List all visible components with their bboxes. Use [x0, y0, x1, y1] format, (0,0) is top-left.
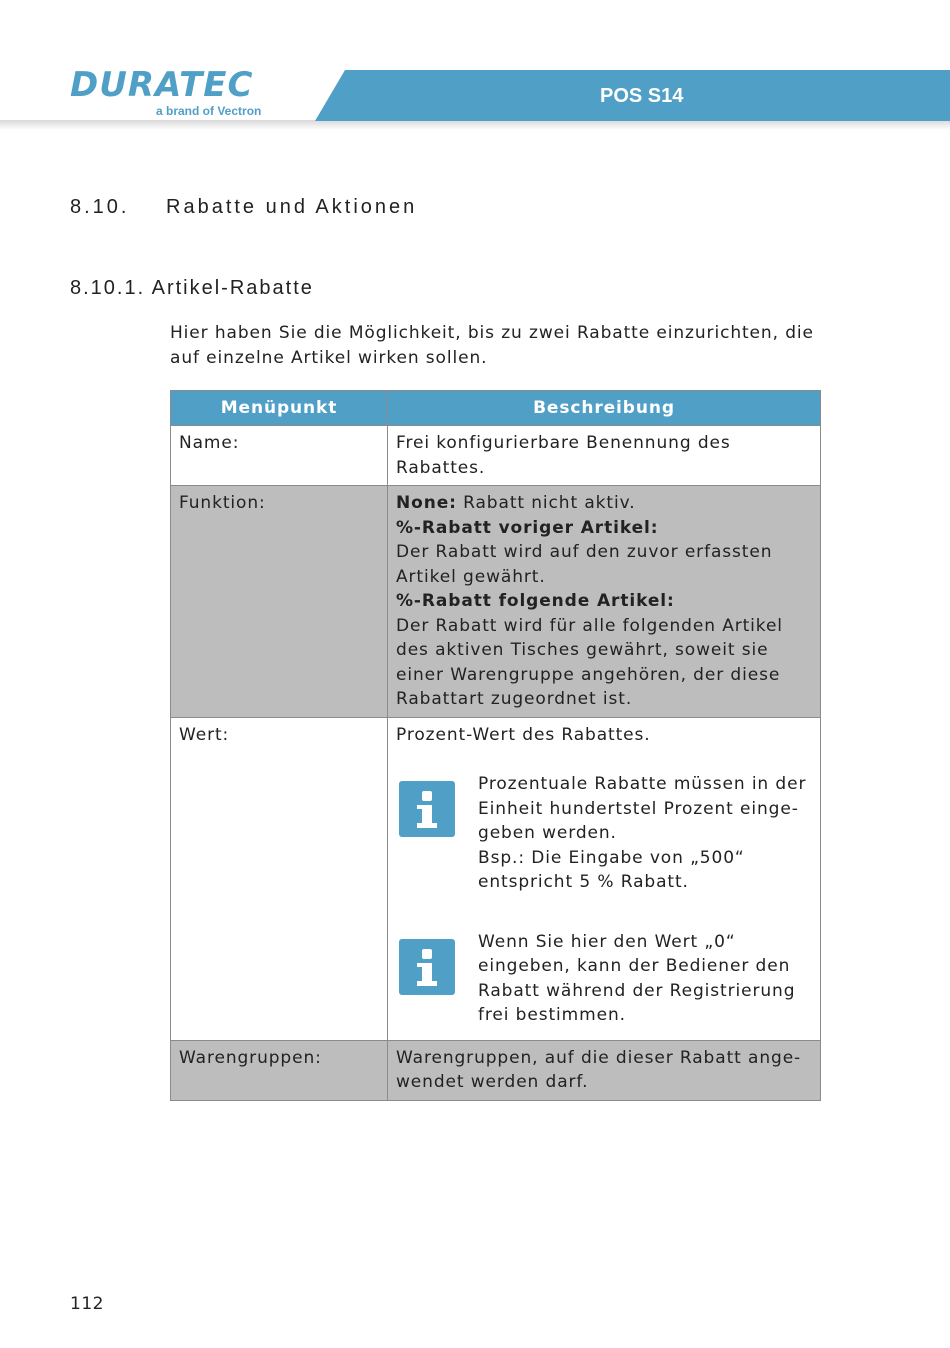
table-row-funktion — [171, 486, 821, 718]
info-note — [396, 772, 812, 895]
row-label: Warengruppen: — [171, 1040, 388, 1100]
table-row-name — [171, 426, 821, 486]
note-example: Bsp.: Die Eingabe von „500“ entspricht 5 % Rabatt. — [478, 847, 745, 892]
note-text: Prozentuale Rabatte müssen in der Einheit hundertstel Prozent einge-geben werden. — [478, 774, 807, 843]
logo-tagline: a brand of Vectron — [156, 104, 262, 118]
info-icon — [399, 781, 455, 837]
page-number: 112 — [70, 1294, 104, 1314]
table-row-warengruppen — [171, 1040, 821, 1100]
section-number: 8.10. — [70, 196, 130, 218]
info-note — [396, 930, 812, 1028]
option-prev-text: Der Rabatt wird auf den zuvor erfassten Artikel gewährt. — [396, 542, 773, 587]
row-label: Wert: — [171, 717, 388, 1040]
brand-logo — [70, 65, 300, 118]
section-title: Rabatte und Aktionen — [166, 196, 418, 218]
logo-wordmark: DURATEC — [70, 65, 254, 105]
subsection-heading: 8.10.1. Artikel-Rabatte — [70, 277, 314, 299]
option-none-text: Rabatt nicht aktiv. — [463, 493, 636, 513]
row-description — [388, 717, 821, 1040]
table-row-wert — [171, 717, 821, 1040]
table-header-row — [171, 391, 821, 426]
intro-paragraph: Hier haben Sie die Möglichkeit, bis zu zwei Rabatte einzurichten, die auf einzelne Artikel wirken sollen. — [170, 323, 814, 368]
option-none-label: None: — [396, 493, 457, 513]
row-description: Warengruppen, auf die dieser Rabatt ange-wendet werden darf. — [388, 1040, 821, 1100]
product-title: POS S14 — [600, 85, 684, 107]
info-note-text — [478, 772, 812, 895]
option-next-text: Der Rabatt wird für alle folgenden Artikel des aktiven Tisches gewährt, soweit sie einer Warengruppe angehören, der diese Rabattart zugeordnet ist. — [396, 615, 783, 709]
column-header-menu: Menüpunkt — [171, 391, 388, 426]
section-heading — [70, 196, 417, 219]
column-header-description: Beschreibung — [388, 391, 821, 426]
page-header — [0, 0, 950, 130]
settings-table — [170, 390, 821, 1101]
info-note-text: Wenn Sie hier den Wert „0“ eingeben, kann der Bediener den Rabatt während der Registrierung frei bestimmen. — [478, 931, 796, 1025]
info-icon — [399, 939, 455, 995]
header-shadow — [0, 120, 950, 130]
row-description — [388, 486, 821, 718]
option-prev-label: %-Rabatt voriger Artikel: — [396, 517, 659, 538]
option-next-label: %-Rabatt folgende Artikel: — [396, 591, 675, 611]
wert-description: Prozent-Wert des Rabattes. — [396, 724, 651, 745]
row-label: Funktion: — [171, 486, 388, 718]
row-description: Frei konfigurierbare Benennung des Rabattes. — [388, 426, 821, 486]
option-none — [396, 491, 812, 516]
row-label: Name: — [171, 426, 388, 486]
